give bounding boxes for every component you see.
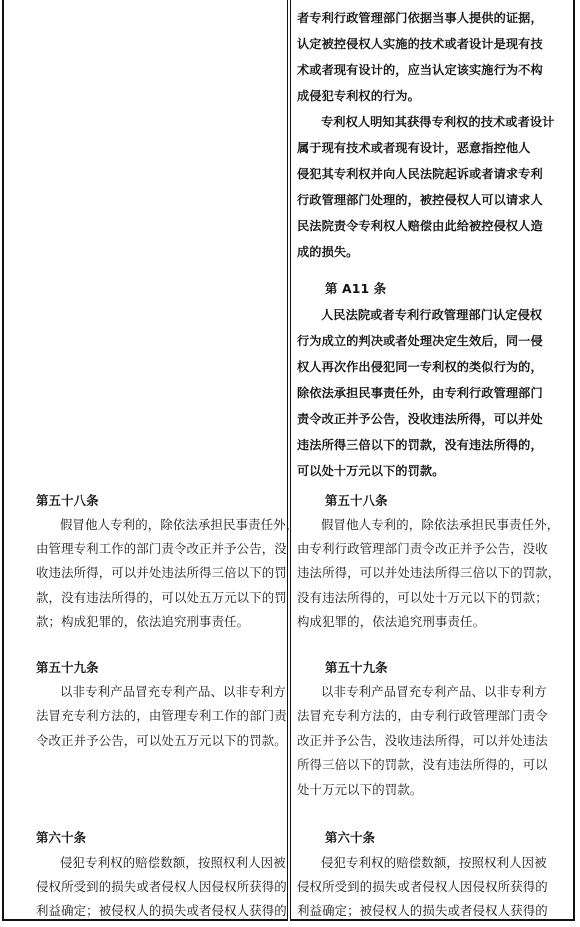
- article-58-line: 收违法所得，可以并处违法所得三倍以下的罚: [36, 565, 287, 580]
- article-59-line: 改正并予公告，没收违法所得，可以并处违法: [297, 733, 548, 748]
- continued-text-line: 术或者现有设计的，应当认定该实施行为不构: [297, 63, 543, 77]
- continued-text-line: 成侵犯专利权的行为。: [297, 89, 420, 103]
- article-60-heading: 第六十条: [325, 830, 376, 845]
- article-60-line: 利益确定；被侵权人的损失或者侵权人获得的: [297, 903, 548, 918]
- article-58-line: 违法所得，可以并处违法所得三倍以下的罚款，: [297, 565, 561, 580]
- article-a11-line: 责令改正并予公告，没收违法所得，可以并处: [297, 412, 543, 426]
- continued-text-line: 认定被控侵权人实施的技术或者设计是现有技: [297, 37, 543, 51]
- continued-text-line: 者专利行政管理部门依据当事人提供的证据，: [297, 11, 543, 25]
- article-59-line: 法冒充专利方法的，由专利行政管理部门责令: [297, 708, 548, 723]
- article-a11-line: 除依法承担民事责任外，由专利行政管理部门: [297, 386, 543, 400]
- article-58-line: 由专利行政管理部门责令改正并予公告，没收: [297, 541, 548, 556]
- column-divider: [287, 0, 291, 921]
- article-58-line: 款，没有违法所得的，可以处五万元以下的罚: [36, 590, 287, 605]
- article-a11-heading: 第 A11 条: [325, 281, 387, 296]
- article-58-line: 款；构成犯罪的，依法追究刑事责任。: [36, 614, 250, 629]
- continued-text-line: 侵犯其专利权并向人民法院起诉或者请求专利: [297, 167, 543, 181]
- article-59-heading: 第五十九条: [36, 660, 99, 675]
- article-59-heading: 第五十九条: [325, 660, 388, 675]
- article-60-line: 侵权所受到的损失或者侵权人因侵权所获得的: [297, 879, 548, 894]
- article-a11-line: 可以处十万元以下的罚款。: [297, 464, 445, 478]
- article-60-line: 侵权所受到的损失或者侵权人因侵权所获得的: [36, 879, 287, 894]
- continued-text-line: 行政管理部门处理的，被控侵权人可以请求人: [297, 193, 543, 207]
- article-58-heading: 第五十八条: [36, 493, 99, 508]
- article-58-line: 假冒他人专利的，除依法承担民事责任外，: [60, 517, 299, 532]
- article-a11-line: 行为成立的判决或者处理决定生效后，同一侵: [297, 334, 543, 348]
- continued-text-line: 民法院责令专利权人赔偿由此给被控侵权人造: [297, 219, 543, 233]
- article-58-line: 没有违法所得的，可以处十万元以下的罚款；: [297, 590, 548, 605]
- article-59-line: 处十万元以下的罚款。: [297, 782, 423, 797]
- article-59-line: 令改正并予公告，可以处五万元以下的罚款。: [36, 733, 287, 748]
- article-60-line: 侵犯专利权的赔偿数额，按照权利人因被: [321, 855, 547, 870]
- article-60-line: 利益确定；被侵权人的损失或者侵权人获得的: [36, 903, 287, 918]
- continued-text-line: 成的损失。: [297, 245, 359, 259]
- article-58-line: 由管理专利工作的部门责令改正并予公告，没: [36, 541, 287, 556]
- article-60-line: 侵犯专利权的赔偿数额，按照权利人因被: [60, 855, 286, 870]
- continued-text-line: 属于现有技术或者现有设计，恶意指控他人: [297, 141, 531, 155]
- article-58-line: 假冒他人专利的，除依法承担民事责任外，: [321, 517, 560, 532]
- article-59-line: 法冒充专利方法的，由管理专利工作的部门责: [36, 708, 287, 723]
- article-60-heading: 第六十条: [36, 830, 87, 845]
- article-a11-line: 违法所得三倍以下的罚款，没有违法所得的，: [297, 438, 543, 452]
- article-a11-line: 权人再次作出侵犯同一专利权的类似行为的，: [297, 360, 543, 374]
- article-59-line: 以非专利产品冒充专利产品、以非专利方: [60, 684, 286, 699]
- article-59-line: 所得三倍以下的罚款，没有违法所得的，可以: [297, 757, 548, 772]
- article-58-line: 构成犯罪的，依法追究刑事责任。: [297, 614, 486, 629]
- article-a11-line: 人民法院或者专利行政管理部门认定侵权: [321, 308, 543, 322]
- continued-text-line: 专利权人明知其获得专利权的技术或者设计: [321, 115, 555, 129]
- article-58-heading: 第五十八条: [325, 493, 388, 508]
- article-59-line: 以非专利产品冒充专利产品、以非专利方: [321, 684, 547, 699]
